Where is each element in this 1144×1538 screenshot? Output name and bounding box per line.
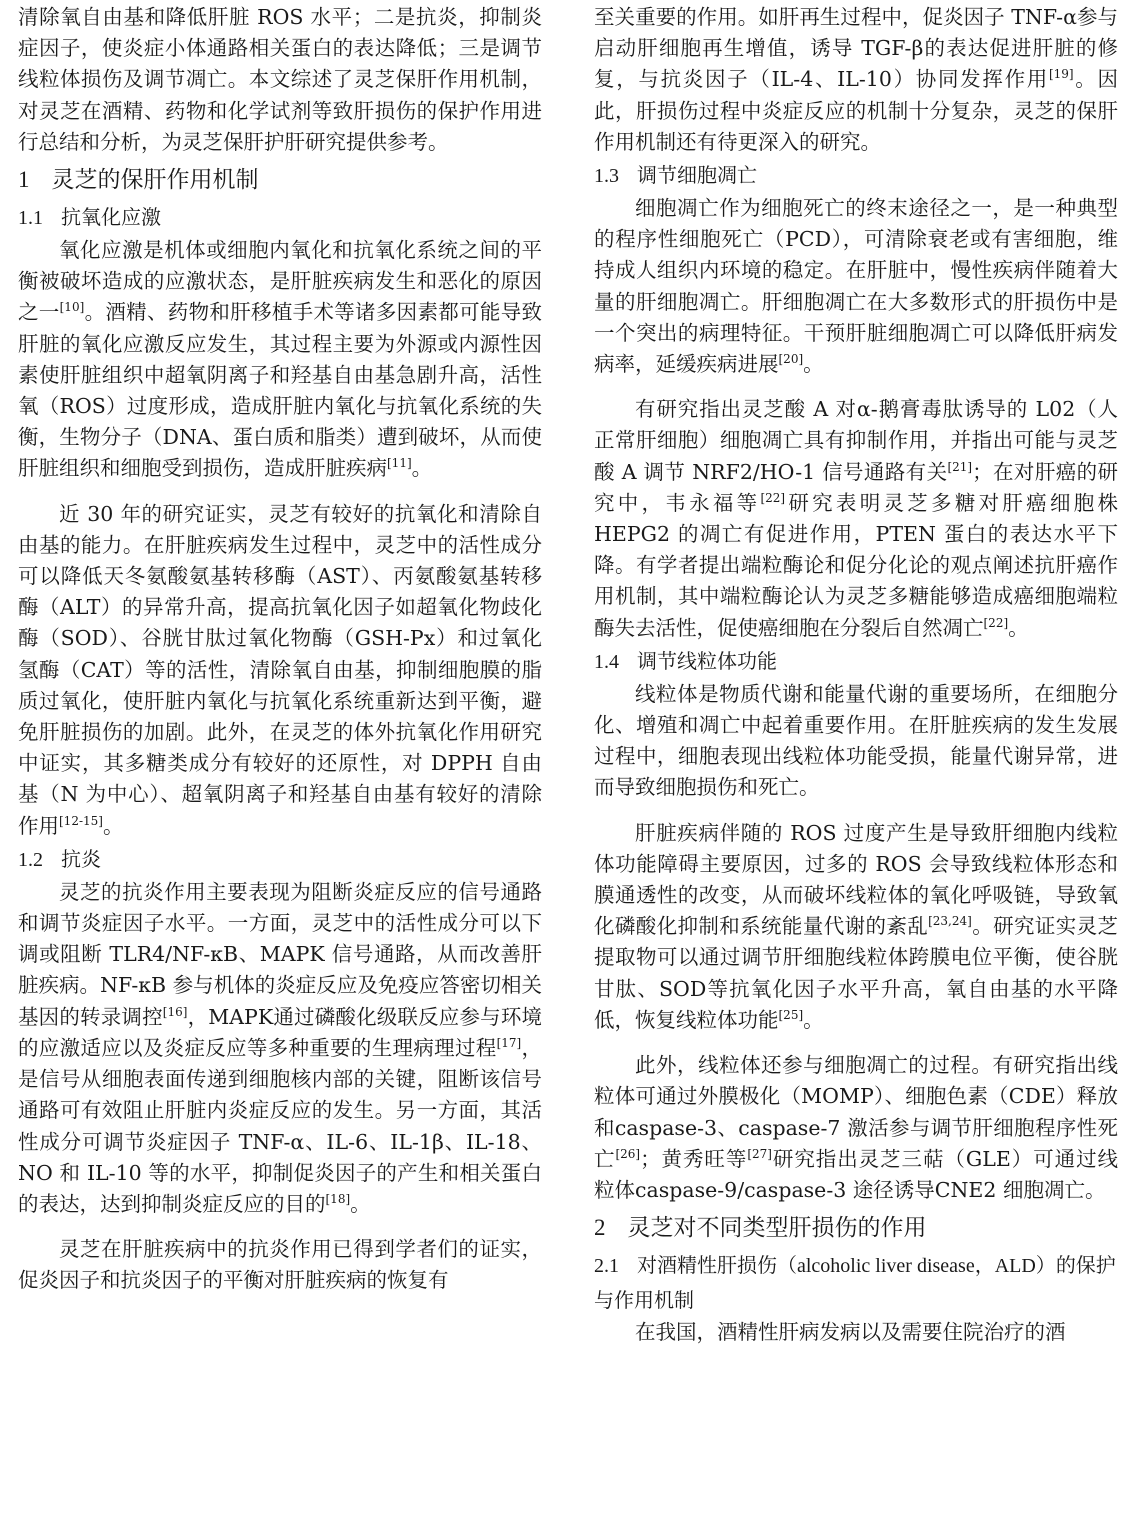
citation: [16]	[162, 1004, 188, 1019]
subsection-2-1-heading	[594, 1248, 1118, 1317]
section-title: 灵芝对不同类型肝损伤的作用	[627, 1215, 927, 1242]
subsection-number: 2.1	[594, 1255, 619, 1278]
paragraph-text: 。	[411, 456, 433, 481]
paragraph-text: 研究表明灵芝多糖对肝癌细胞株 HEPG2 的凋亡有促进作用，PTEN 蛋白的表达水平下降。有学者提出端粒酶论和促分化论的观点阐述抗肝癌作用机制，其中端粒酶论认为灵芝多糖能够造成癌细胞端粒酶失去活性，促使癌细胞在分裂后自然凋亡	[594, 490, 1118, 640]
paragraph-continuation	[594, 2, 1118, 158]
paragraph-text: 灵芝的抗炎作用主要表现为阻断炎症反应的信号通路和调节炎症因子水平。一方面，灵芝中的活性成分可以下调或阻断 TLR4/NF-κB、MAPK 信号通路，从而改善肝脏疾病。NF-κB 参与机体的炎症反应及免疫应答密切相关基因的转录调控	[18, 879, 542, 1029]
paragraph-text: ，是信号从细胞表面传递到细胞核内部的关键，阻断该信号通路可有效阻止肝脏内炎症反应的发生。另一方面，其活性成分可调节炎症因子 TNF-α、IL-6、IL-1β、IL-18、NO 和 IL-10 等的水平，抑制促炎因子的产生和相关蛋白的表达，达到抑制炎症反应的目的	[18, 1035, 543, 1216]
citation: [22]	[760, 490, 786, 505]
citation: [11]	[387, 456, 412, 471]
subsection-1-4-heading	[594, 644, 1118, 679]
subsection-title: 对酒精性肝损伤	[637, 1253, 777, 1278]
paragraph-text: 至关重要的作用。如肝再生过程中，促炎因子 TNF-α参与启动肝细胞再生增值，诱导 TGF-β的表达促进肝脏的修复，与抗炎因子（IL-4、IL-10）协同发挥作用	[594, 5, 1118, 92]
paragraph-alcoholic-liver: 在我国，酒精性肝病发病以及需要住院治疗的酒	[635, 1320, 1066, 1345]
subsection-number: 1.3	[594, 165, 619, 188]
section-title: 灵芝的保肝作用机制	[51, 167, 259, 194]
citation: [26]	[615, 1146, 641, 1161]
citation: [22]	[983, 615, 1009, 630]
paragraph-text: 。	[350, 1191, 371, 1216]
intro-paragraph-end: 清除氧自由基和降低肝脏 ROS 水平；二是抗炎，抑制炎症因子，使炎症小体通路相关蛋白的表达降低；三是调节线粒体损伤及调节凋亡。本文综述了灵芝保肝作用机制，对灵芝在酒精、药物和化学试剂等致肝损伤的保护作用进行总结和分析，为灵芝保肝护肝研究提供参考。	[18, 5, 542, 154]
subsection-1-2-heading	[18, 842, 542, 877]
citation: [10]	[59, 300, 85, 315]
subsection-number: 1.1	[18, 207, 43, 230]
paragraph-text: 此外，线粒体还参与细胞凋亡的过程。有研究指出线粒体可通过外膜极化（MOMP）、细胞色素（CDE）释放和caspase-3、caspase-7 激活参与调节肝细胞程序性死亡	[594, 1053, 1118, 1171]
paragraph-ganoderic-acid	[594, 394, 1118, 644]
subsection-1-3-heading	[594, 158, 1118, 193]
section-number: 1	[18, 167, 30, 193]
citation: [20]	[778, 352, 804, 367]
paragraph-oxidative-stress	[18, 235, 542, 485]
citation: [25]	[778, 1007, 804, 1022]
right-column	[594, 2, 1118, 1348]
citation: [19]	[1048, 67, 1074, 82]
paragraph-antioxidant-research	[18, 499, 542, 842]
subsection-title: 调节细胞凋亡	[637, 163, 757, 188]
paragraph-text: 。	[803, 352, 824, 377]
paragraph-text: 研究指出灵芝三萜（GLE）可通过线粒体caspase-9/caspase-3 途径诱导CNE2 细胞凋亡。	[594, 1146, 1119, 1202]
subsection-title: 调节线粒体功能	[637, 648, 777, 673]
paragraph-inflammation-balance: 灵芝在肝脏疾病中的抗炎作用已得到学者们的证实，促炎因子和抗炎因子的平衡对肝脏疾病的恢复有	[18, 1237, 542, 1293]
paragraph-mitochondria: 线粒体是物质代谢和能量代谢的重要场所，在细胞分化、增殖和凋亡中起着重要作用。在肝脏疾病的发生发展过程中，细胞表现出线粒体功能受损，能量代谢异常，进而导致细胞损伤和死亡。	[594, 681, 1118, 800]
citation: [12-15]	[59, 813, 103, 828]
citation: [21]	[947, 459, 973, 474]
paragraph-ros-mitochondria	[594, 818, 1118, 1036]
citation: [23,24]	[928, 914, 972, 929]
citation: [27]	[747, 1146, 772, 1161]
paragraph-anti-inflammation	[18, 877, 542, 1220]
paragraph-text: 。	[803, 1007, 824, 1032]
paragraph-text: 近 30 年的研究证实，灵芝有较好的抗氧化和清除自由基的能力。在肝脏疾病发生过程中，灵芝中的活性成分可以降低天冬氨酸氨基转移酶（AST）、丙氨酸氨基转移酶（ALT）的异常升高，提高抗氧化因子如超氧化物歧化酶（SOD）、谷胱甘肽过氧化物酶（GSH-Px）和过氧化氢酶（CAT）等的活性，清除氧自由基，抑制细胞膜的脂质过氧化，使肝脏内氧化与抗氧化系统重新达到平衡，避免肝脏损伤的加剧。此外，在灵芝的体外抗氧化作用研究中证实，其多糖类成分有较好的还原性，对 DPPH 自由基（N 为中心）、超氧阴离子和羟基自由基有较好的清除作用	[18, 501, 542, 838]
paragraph-text: 。	[1008, 615, 1029, 640]
subsection-title-end: 的保护与作用机制	[594, 1253, 1116, 1313]
section-1-heading	[18, 160, 542, 200]
subsection-1-1-heading	[18, 200, 542, 235]
paragraph-text: 。研究证实灵芝提取物可以通过调节肝细胞线粒体跨膜电位平衡，使谷胱甘肽、SOD等抗氧化因子水平升高，氧自由基的水平降低，恢复线粒体功能	[594, 914, 1119, 1032]
paragraph-text: 氧化应激是机体或细胞内氧化和抗氧化系统之间的平衡被破坏造成的应激状态，是肝脏疾病发生和恶化的原因之一	[18, 238, 542, 325]
paragraph-apoptosis	[594, 193, 1118, 380]
section-2-heading	[594, 1208, 1118, 1248]
paragraph-text: 肝脏疾病伴随的 ROS 过度产生是导致肝细胞内线粒体功能障碍主要原因，过多的 ROS 会导致线粒体形态和膜通透性的改变，从而破坏线粒体的氧化呼吸链，导致氧化磷酸化抑制和系统能量代谢的紊乱	[594, 820, 1118, 939]
section-number: 2	[594, 1215, 606, 1241]
paragraph-text: ，MAPK通过磷酸化级联反应参与环境的应激适应以及炎症反应等多种重要的生理病理过程	[18, 1004, 543, 1060]
subsection-number: 1.4	[594, 650, 619, 673]
subsection-number: 1.2	[18, 848, 43, 871]
paragraph-text: 。	[102, 813, 124, 838]
subsection-title-latin: （alcoholic liver disease，ALD）	[777, 1255, 1056, 1278]
subsection-title: 抗氧化应激	[61, 205, 161, 230]
paragraph-text: ；在对肝癌的研究中，韦永福等	[594, 459, 1119, 515]
paragraph-mitochondria-apoptosis	[594, 1050, 1118, 1206]
paragraph-text: 。因此，肝损伤过程中炎症反应的机制十分复杂，灵芝的保肝作用机制还有待更深入的研究。	[594, 67, 1119, 154]
subsection-title: 抗炎	[61, 846, 101, 871]
citation: [18]	[325, 1191, 351, 1206]
left-column	[18, 2, 542, 1297]
paragraph-text: 有研究指出灵芝酸 A 对α-鹅膏毒肽诱导的 L02（人正常肝细胞）细胞凋亡具有抑制作用，并指出可能与灵芝酸 A 调节 NRF2/HO-1 信号通路有关	[594, 397, 1118, 484]
paragraph-text: ；黄秀旺等	[640, 1146, 748, 1171]
paragraph-text: 细胞凋亡作为细胞死亡的终末途径之一，是一种典型的程序性细胞死亡（PCD），可清除衰老或有害细胞，维持成人组织内环境的稳定。在肝脏中，慢性疾病伴随着大量的肝细胞凋亡。肝细胞凋亡在大多数形式的肝损伤中是一个突出的病理特征。干预肝脏细胞凋亡可以降低肝病发病率，延缓疾病进展	[594, 196, 1118, 377]
paragraph-text: 。酒精、药物和肝移植手术等诸多因素都可能导致肝脏的氧化应激反应发生，其过程主要为外源或内源性因素使肝脏组织中超氧阴离子和羟基自由基急剧升高，活性氧（ROS）过度形成，造成肝脏内氧化与抗氧化系统的失衡，生物分子（DNA、蛋白质和脂类）遭到破坏，从而使肝脏组织和细胞受到损伤，造成肝脏疾病	[18, 300, 543, 481]
citation: [17]	[496, 1035, 522, 1050]
